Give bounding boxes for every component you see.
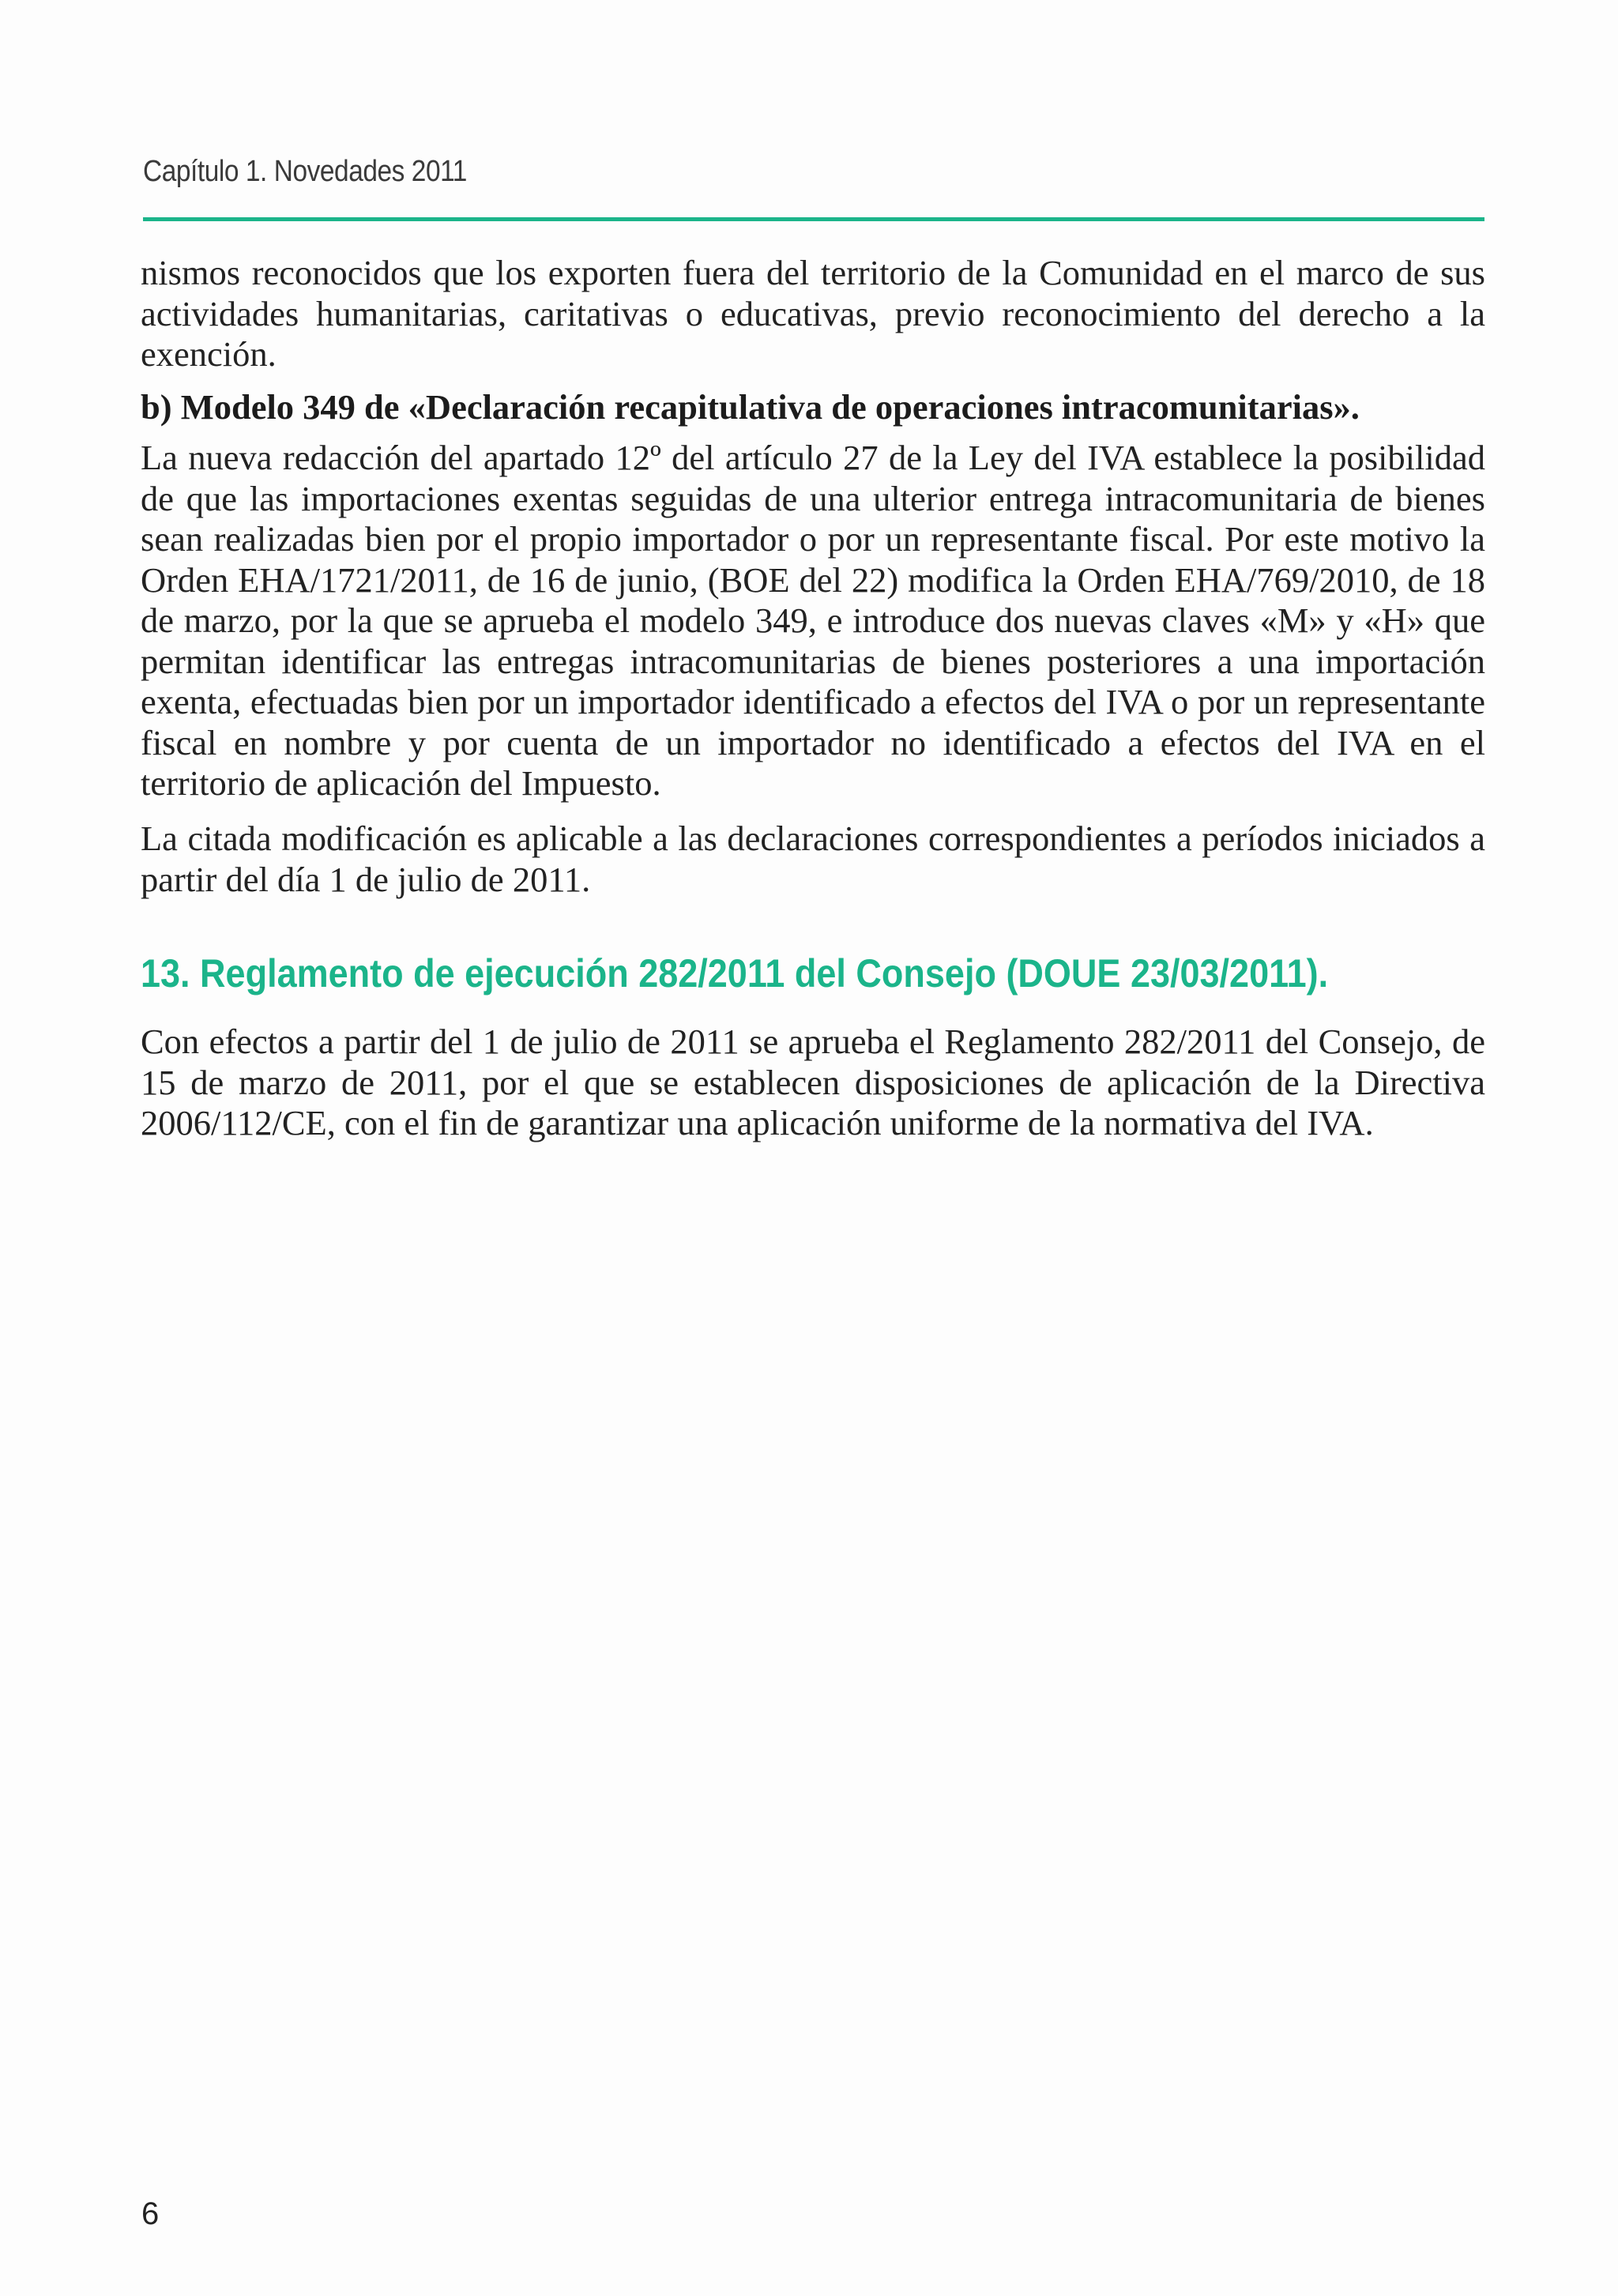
header-rule: [143, 217, 1484, 221]
paragraph-aplicacion: La citada modificación es aplicable a las declaraciones correspondientes a períodos iniciados a partir del día 1 de julio de 2011.: [141, 819, 1485, 899]
paragraph-continuation: nismos reconocidos que los exporten fuera del territorio de la Comunidad en el marco de sus actividades humanitarias, caritativas o educativas, previo reconocimiento del derecho a la exención.: [141, 253, 1485, 374]
section-heading-13: 13. Reglamento de ejecución 282/2011 del Consejo (DOUE 23/03/2011).: [141, 951, 1329, 996]
paragraph-modelo-349: La nueva redacción del apartado 12º del artículo 27 de la Ley del IVA establece la posibilidad de que las importaciones exentas seguidas de una ulterior entrega intracomunitaria de bienes sean realizadas bien por el propio importador o por un representante fiscal. Por este motivo la Orden EHA/1721/2011, de 16 de junio, (BOE del 22) modifica la Orden EHA/769/2010, de 18 de marzo, por la que se aprueba el modelo 349, e introduce dos nuevas claves «M» y «H» que permitan identificar las entregas intracomunitarias de bienes posteriores a una importación exenta, efectuadas bien por un importador identificado a efectos del IVA o por un representante fiscal en nombre y por cuenta de un importador no identificado a efectos del IVA en el territorio de aplicación del Impuesto.: [141, 438, 1485, 803]
paragraph-reglamento: Con efectos a partir del 1 de julio de 2011 se aprueba el Reglamento 282/2011 del Consejo, de 15 de marzo de 2011, por el que se establecen disposiciones de aplicación de la Directiva 2006/112/CE, con el fin de garantizar una aplicación uniforme de la normativa del IVA.: [141, 1022, 1485, 1142]
running-header: Capítulo 1. Novedades 2011: [143, 155, 467, 188]
page-number: 6: [141, 2196, 160, 2231]
subheading-modelo-349: b) Modelo 349 de «Declaración recapitulativa de operaciones intracomunitarias».: [141, 387, 1360, 427]
